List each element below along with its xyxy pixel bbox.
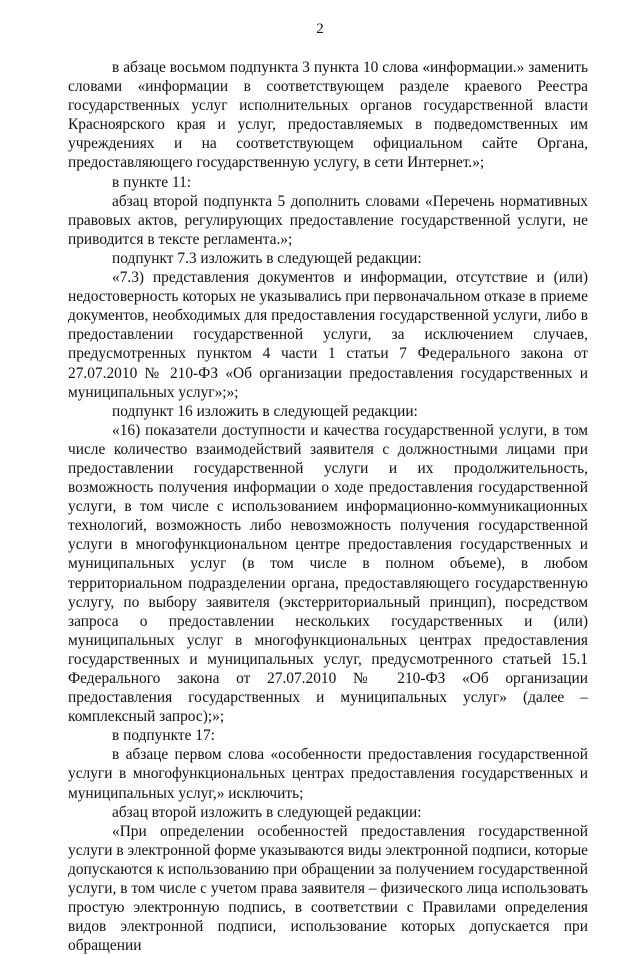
paragraph-7: «16) показатели доступности и качества государственной услуги, в том числе количество взаимодействий заявителя с должностными лицами при предоставлении государственной услуги и их продолжительность, возможность получения информации о ходе предоставления государственной услуги, в том числе с использованием информационно-коммуникационных технологий, возможность либо невозможность получения государственной услуги в многофункциональном центре предоставления государственных и муниципальных услуг (в том числе в полном объеме), в любом территориальном подразделении органа, предоставляющего государственную услугу, по выбору заявителя (экстерриториальный принцип), посредством запроса о предоставлении нескольких государственных и (или) муниципальных услуг в многофункциональных центрах предоставления государственных и муниципальных услуг, предусмотренного статьей 15.1 Федерального закона от 27.07.2010 № 210-ФЗ «Об организации предоставления государственных и муниципальных услуг» (далее – комплексный запрос);»; xyxy=(68,421,588,726)
paragraph-9: в абзаце первом слова «особенности предоставления государственной услуги в многофункциональных центрах предоставления государственных и муниципальных услуг,» исключить; xyxy=(68,746,588,802)
paragraph-6: подпункт 16 изложить в следующей редакции: xyxy=(112,402,418,420)
paragraph-3: абзац второй подпункта 5 дополнить словами «Перечень нормативных правовых актов, регулирующих предоставление государственной услуги, не приводится в тексте регламента.»; xyxy=(68,192,588,248)
paragraph-4: подпункт 7.3 изложить в следующей редакции: xyxy=(112,249,422,267)
paragraph-2: в пункте 11: xyxy=(112,173,192,191)
document-body xyxy=(68,58,588,955)
page-number: 2 xyxy=(316,21,324,37)
paragraph-11: «При определении особенностей предоставления государственной услуги в электронной форме указываются виды электронной подписи, которые допускаются к использованию при обращении за получением государственной услуги, в том числе с учетом права заявителя – физического лица использовать простую электронную подпись, в соответствии с Правилами определения видов электронной подписи, использование которых допускается при обращении xyxy=(68,822,588,955)
paragraph-8: в подпункте 17: xyxy=(112,727,215,745)
paragraph-10: абзац второй изложить в следующей редакции: xyxy=(112,803,422,821)
paragraph-5: «7.3) представления документов и информации, отсутствие и (или) недостоверность которых не указывались при первоначальном отказе в приеме документов, необходимых для предоставления государственной услуги, либо в предоставлении государственной услуги, за исключением случаев, предусмотренных пунктом 4 части 1 статьи 7 Федерального закона от 27.07.2010 № 210-ФЗ «Об организации предоставления государственных и муниципальных услуг»;»; xyxy=(68,269,588,401)
paragraph-1: в абзаце восьмом подпункта 3 пункта 10 слова «информации.» заменить словами «информации в соответствующем разделе краевого Реестра государственных услуг исполнительных органов государственной власти Красноярского края и услуг, предоставляемых в подведомственных им учреждениях и на соответствующем официальном сайте Органа, предоставляющего государственную услугу, в сети Интернет.»; xyxy=(68,59,588,172)
